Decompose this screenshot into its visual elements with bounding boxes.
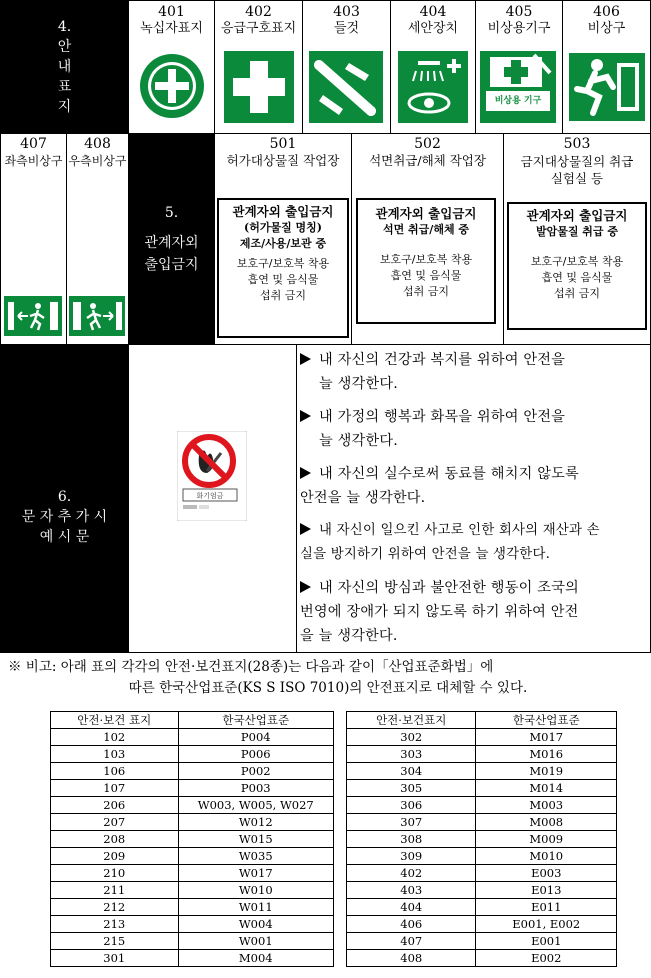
triangle-bullet-icon — [300, 353, 311, 365]
section-4-number: 4. — [57, 19, 72, 35]
no-fire-sign-caption: 화기엄금 — [196, 492, 224, 500]
sign-subtitle: (허가물질 명칭) — [244, 221, 322, 234]
sign-label: 금지대상물질의 취급 — [520, 154, 634, 169]
sign-rule: 흡연 및 음식물 — [247, 273, 319, 286]
sign-cell-502 — [352, 134, 503, 344]
green-cross-circle-icon — [137, 51, 207, 121]
sign-number-cell: 210 — [51, 865, 179, 882]
message-line: 내 가정의 행복과 화목을 위하여 안전을 — [319, 409, 566, 425]
ks-code-cell: E013 — [476, 882, 617, 899]
sign-number-cell: 211 — [51, 882, 179, 899]
ks-code-cell: W035 — [178, 848, 333, 865]
sign-label: 석면취급/해체 작업장 — [369, 153, 486, 168]
table-row — [51, 780, 334, 797]
ks-code-cell: E011 — [476, 899, 617, 916]
sign-number-cell: 308 — [347, 831, 476, 848]
message-line: 안전을 늘 생각한다. — [300, 490, 426, 506]
stretcher-icon — [309, 51, 383, 123]
sign-label: 우측비상구 — [68, 154, 127, 168]
sign-number-cell: 206 — [51, 797, 179, 814]
section-6-title-line: 문 자 추 가 시 — [21, 508, 108, 525]
ks-code-cell: W017 — [178, 865, 333, 882]
table-row — [347, 797, 617, 814]
sign-cell-503 — [504, 134, 650, 344]
sign-number-cell: 304 — [347, 763, 476, 780]
emergency-equipment-sign — [480, 51, 556, 123]
message-item — [300, 348, 648, 396]
sign-number: 408 — [84, 136, 111, 152]
sign-number: 405 — [505, 4, 533, 20]
sign-label: 비상구 — [587, 21, 626, 36]
table-row — [51, 763, 334, 780]
table-row — [51, 848, 334, 865]
first-aid-cross-icon — [224, 51, 294, 123]
ks-code-cell: M016 — [476, 746, 617, 763]
message-item — [300, 576, 648, 648]
sign-cell-405 — [476, 1, 562, 133]
table-row — [347, 729, 617, 746]
sign-number-cell: 407 — [347, 933, 476, 950]
ks-code-cell: W003, W005, W027 — [178, 797, 333, 814]
ks-code-cell: W011 — [178, 899, 333, 916]
sign-number-cell: 403 — [347, 882, 476, 899]
sign-label: 세안장치 — [407, 21, 459, 36]
sign-number: 402 — [245, 4, 272, 20]
mapping-table-left — [50, 711, 334, 967]
table-header-row — [51, 712, 334, 729]
example-sign-cell — [129, 345, 296, 652]
table-row — [51, 797, 334, 814]
restricted-area-sign — [217, 198, 349, 338]
sign-cell-403 — [303, 1, 390, 133]
table-row — [51, 729, 334, 746]
ks-code-cell: M019 — [476, 763, 617, 780]
sign-rule: 섭취 금지 — [553, 287, 600, 300]
section-5-title-line: 출입금지 — [144, 257, 199, 273]
sign-number: 406 — [593, 4, 620, 20]
sign-cell-402 — [215, 1, 302, 133]
ks-code-cell: W012 — [178, 814, 333, 831]
sign-number-cell: 106 — [51, 763, 179, 780]
column-header: 한국산업표준 — [178, 712, 333, 729]
left-exit-arrow-icon — [4, 296, 62, 336]
sign-number-cell: 207 — [51, 814, 179, 831]
sign-subtitle: 제조/사용/보관 중 — [239, 237, 327, 250]
column-header: 안전·보건 표지 — [51, 712, 179, 729]
sign-number-cell: 212 — [51, 899, 179, 916]
ks-code-cell: W010 — [178, 882, 333, 899]
message-line: 늘 생각한다. — [319, 376, 398, 392]
ks-code-cell: E001, E002 — [476, 916, 617, 933]
table-row — [347, 916, 617, 933]
table-row — [347, 848, 617, 865]
section-4-label — [1, 1, 128, 133]
table-row — [347, 814, 617, 831]
sign-number-cell: 406 — [347, 916, 476, 933]
sign-title: 관계자외 출입금지 — [232, 204, 334, 219]
sign-number-cell: 303 — [347, 746, 476, 763]
table-row — [347, 865, 617, 882]
ks-code-cell: P006 — [178, 746, 333, 763]
table-row — [51, 814, 334, 831]
ks-code-cell: M017 — [476, 729, 617, 746]
ks-code-cell: E003 — [476, 865, 617, 882]
ks-code-cell: M014 — [476, 780, 617, 797]
ks-code-cell: W015 — [178, 831, 333, 848]
table-row — [51, 831, 334, 848]
sign-label: 응급구호표지 — [220, 21, 297, 36]
sign-cell-408 — [67, 134, 128, 344]
sign-number: 404 — [419, 4, 447, 20]
ks-code-cell: E002 — [476, 950, 617, 967]
triangle-bullet-icon — [300, 410, 311, 422]
table-row — [347, 882, 617, 899]
sign-number-cell: 213 — [51, 916, 179, 933]
sign-title: 관계자외 출입금지 — [526, 208, 628, 223]
table-row — [51, 916, 334, 933]
triangle-bullet-icon — [300, 467, 311, 479]
table-row — [51, 746, 334, 763]
ks-code-cell: M010 — [476, 848, 617, 865]
triangle-bullet-icon — [300, 581, 311, 593]
section-4-char: 지 — [57, 99, 72, 115]
ks-code-cell: E001 — [476, 933, 617, 950]
ks-code-cell: P002 — [178, 763, 333, 780]
table-row — [347, 950, 617, 967]
table-row — [51, 933, 334, 950]
table-row — [347, 933, 617, 950]
message-line: 내 자신의 실수로써 동료를 해치지 않도록 — [319, 466, 579, 482]
section-6-number: 6. — [57, 488, 72, 505]
sign-number: 403 — [333, 4, 360, 20]
message-item — [300, 519, 648, 567]
sign-rule: 보호구/보호복 착용 — [379, 253, 473, 266]
section-4-char: 내 — [57, 59, 72, 75]
sign-number: 401 — [158, 4, 185, 20]
table-row — [347, 780, 617, 797]
ks-code-cell: P003 — [178, 780, 333, 797]
message-line: 번영에 장애가 되지 않도록 하기 위하여 안전 — [300, 604, 579, 620]
sign-number: 501 — [269, 136, 297, 152]
sign-number-cell: 103 — [51, 746, 179, 763]
sign-rule: 흡연 및 음식물 — [390, 269, 462, 282]
sign-number-cell: 404 — [347, 899, 476, 916]
message-item — [300, 405, 648, 453]
message-item — [300, 462, 648, 510]
table-row — [347, 746, 617, 763]
sign-number: 407 — [20, 136, 47, 152]
sign-number: 503 — [563, 136, 591, 152]
table-row — [347, 899, 617, 916]
sign-number-cell: 302 — [347, 729, 476, 746]
sign-cell-406 — [563, 1, 650, 133]
no-fire-sign-icon — [177, 431, 247, 521]
message-line: 내 자신이 일으킨 사고로 인한 회사의 재산과 손 — [319, 523, 600, 538]
sign-number-cell: 107 — [51, 780, 179, 797]
section-5-title-line: 관계자외 — [144, 235, 199, 251]
sign-number-cell: 208 — [51, 831, 179, 848]
section-6-label — [1, 345, 128, 652]
table-row — [347, 831, 617, 848]
remark-line: ※ 비고: 아래 표의 각각의 안전·보건표지(28종)는 다음과 같이「산업표준화법」에 — [8, 659, 494, 675]
right-exit-arrow-icon — [69, 296, 125, 336]
triangle-bullet-icon — [300, 523, 311, 535]
ks-code-cell: M008 — [476, 814, 617, 831]
eye-wash-icon — [398, 51, 468, 123]
sign-number-cell: 408 — [347, 950, 476, 967]
message-line: 을 늘 생각한다. — [300, 628, 398, 644]
sign-rule: 보호구/보호복 착용 — [236, 257, 330, 270]
column-header: 안전·보건표지 — [347, 712, 476, 729]
table-row — [51, 865, 334, 882]
sign-rule: 섭취 금지 — [259, 289, 306, 302]
sign-cell-401 — [129, 1, 214, 133]
sign-label: 녹십자표지 — [140, 21, 203, 36]
message-line: 내 자신의 방심과 불안전한 행동이 조국의 — [319, 580, 579, 596]
message-line: 실을 방지하기 위하여 안전을 늘 생각한다. — [300, 547, 551, 562]
sign-number-cell: 402 — [347, 865, 476, 882]
sign-label: 비상용기구 — [487, 21, 551, 36]
column-header: 한국산업표준 — [476, 712, 617, 729]
table-row — [51, 899, 334, 916]
section-5-label — [129, 134, 214, 344]
restricted-area-sign — [356, 198, 496, 324]
sign-label: 좌측비상구 — [4, 154, 63, 168]
ks-code-cell: W001 — [178, 933, 333, 950]
remark-note — [8, 657, 648, 699]
ks-code-cell: M009 — [476, 831, 617, 848]
sign-rule: 섭취 금지 — [402, 285, 449, 298]
sign-number: 502 — [414, 136, 441, 152]
sign-label: 실험실 등 — [550, 171, 604, 186]
ks-code-cell: P004 — [178, 729, 333, 746]
sign-number-cell: 102 — [51, 729, 179, 746]
mapping-table-right — [346, 711, 617, 967]
sign-label: 들것 — [333, 21, 360, 36]
table-row — [347, 763, 617, 780]
sign-subtitle: 석면 취급/해체 중 — [382, 223, 470, 236]
ks-code-cell: M003 — [476, 797, 617, 814]
ks-code-cell: W004 — [178, 916, 333, 933]
sign-cell-407 — [1, 134, 66, 344]
section-4-char: 안 — [57, 39, 72, 55]
sign-number-cell: 209 — [51, 848, 179, 865]
sign-rule: 보호구/보호복 착용 — [530, 255, 624, 268]
section-5-number: 5. — [164, 205, 179, 221]
sign-number-cell: 215 — [51, 933, 179, 950]
message-line: 늘 생각한다. — [319, 433, 398, 449]
table-row — [51, 882, 334, 899]
table-header-row — [347, 712, 617, 729]
sign-label: 허가대상물질 작업장 — [226, 153, 340, 168]
restricted-area-sign — [507, 202, 647, 330]
table-row — [51, 950, 334, 967]
sign-title: 관계자외 출입금지 — [375, 206, 477, 221]
sign-number-cell: 301 — [51, 950, 179, 967]
sign-rule: 흡연 및 음식물 — [541, 271, 613, 284]
emergency-equipment-text: 비상용 기구 — [486, 91, 550, 111]
sign-subtitle: 발암물질 취급 중 — [535, 225, 619, 238]
sign-number-cell: 307 — [347, 814, 476, 831]
section-4-char: 표 — [57, 79, 72, 95]
sign-number-cell: 305 — [347, 780, 476, 797]
emergency-exit-running-man-icon — [569, 53, 645, 121]
remark-line: 따른 한국산업표준(KS S ISO 7010)의 안전표지로 대체할 수 있다. — [128, 680, 528, 696]
sign-cell-501 — [215, 134, 351, 344]
ks-code-cell: M004 — [178, 950, 333, 967]
sign-cell-404 — [391, 1, 475, 133]
sign-number-cell: 309 — [347, 848, 476, 865]
message-line: 내 자신의 건강과 복지를 위하여 안전을 — [319, 352, 566, 368]
emergency-kit-icon — [480, 51, 556, 123]
section-6-title-line: 예 시 문 — [39, 528, 90, 545]
sign-number-cell: 306 — [347, 797, 476, 814]
